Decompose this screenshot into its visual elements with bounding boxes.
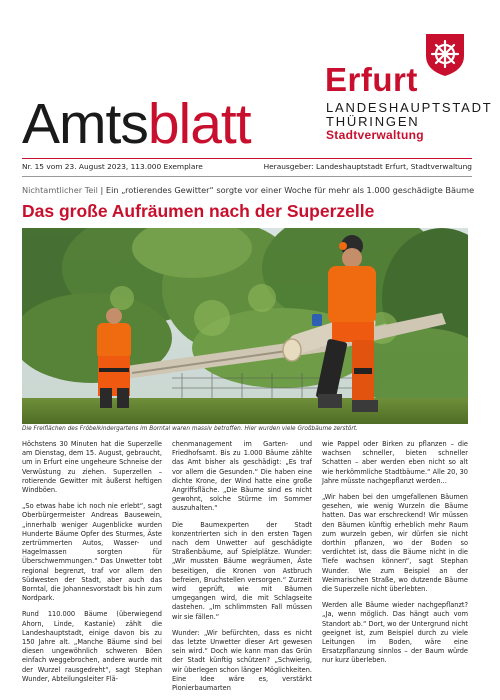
article-paragraph: Höchstens 30 Minuten hat die Superzelle am Dienstag, dem 15. August, gebraucht, um in Erfurt eine ungeheure Schneise der Verwüstung zu ziehen. Superzellen – rotierende Gewitter mit äußerst heftigen Windböen. [22, 440, 162, 495]
article-paragraph: Rund 110.000 Bäume (überwiegend Ahorn, Linde, Kastanie) zählt die Landeshauptstadt, einige davon bis zu 150 Jahre alt. „Manche Bäume sind bei diesen ungewöhnlich schweren Böen einfach weggebrochen, andere wurde mit der Wurzel rausgedreht“, sagt Stephan Wunder, Abteilungsleiter Flä- [22, 610, 162, 683]
article-section: Nichtamtlicher Teil [22, 185, 98, 195]
erfurt-logo-text: Erfurt [325, 61, 418, 98]
article-paragraph: „Wir haben bei den umgefallenen Bäumen gesehen, wie wenig Wurzeln die Bäume hatten. Das war erschreckend! Wir müssen den Bäumen künftig erheblich mehr Raum zum wurzeln geben, wir dürfen sie nicht dorthin pflanzen, wo der Boden so verdichtet ist, dass die Bäume nicht in die Tiefe wachsen können“, sagt Stephan Wunder. Wie zum Beispiel an der Weimarischen Straße, wo dutzende Bäume die Superzelle nicht überlebten. [322, 493, 468, 594]
article-paragraph: Werden alle Bäume wieder nachgepflanzt? „Ja, wenn möglich. Das hängt auch vom Standort ab.“ Dort, wo der Untergrund nicht geeignet ist, zum Beispiel durch zu viele Leitungen im Boden, wäre eine Ersatzpflanzung sinnlos – der Baum würde nur kurz überleben. [322, 601, 468, 665]
article-column-2 [172, 440, 312, 700]
photo-caption: Die Freiflächen des Fröbelkindergartens im Borntal waren massiv betroffen. Hier wurden viele Großbäume zerstört. [22, 426, 358, 432]
issue-info: Nr. 15 vom 23. August 2023, 113.000 Exemplare [22, 162, 203, 171]
city-line-2: THÜRINGEN [326, 114, 420, 129]
article-column-3 [322, 440, 468, 673]
article-photo [22, 228, 468, 424]
article-kicker-text: | Ein „rotierendes Gewitter“ sorgte vor einer Woche für mehr als 1.000 geschädigte Bäume [97, 185, 475, 195]
masthead-title-part2: blatt [147, 92, 251, 156]
info-rule [22, 176, 472, 177]
city-line-1: LANDESHAUPTSTADT [326, 100, 493, 115]
article-paragraph: chenmanagement im Garten- und Friedhofsamt. Bis zu 1.000 Bäume zählte das Amt bisher als geschädigt: „Es traf vor allem die Gesunden.“ Die haben eine dichte Krone, der Wind hatte eine große Angriffsfläche. „Die Bäume sind es nicht gewohnt, solche Stürme im Sommer auszuhalten.“ [172, 440, 312, 513]
publisher-info: Herausgeber: Landeshauptstadt Erfurt, Stadtverwaltung [263, 162, 472, 171]
article-paragraph: Wunder: „Wir befürchten, dass es nicht das letzte Unwetter dieser Art gewesen sein wird.“ Doch wie kann man das Grün der Stadt künftig schützen? „Schwierig, wir überlegen schon länger Möglichkeiten. Eine Idee wäre es, verstärkt Pionierbaumarten [172, 628, 312, 693]
masthead-title-part1: Amts [22, 92, 148, 156]
city-line-3: Stadtverwaltung [326, 128, 424, 142]
article-paragraph: wie Pappel oder Birken zu pflanzen – die wachsen schneller, bieten schneller Schatten – aber werden eben nicht so alt wie herkömmliche Stadtbäume.“ Alle 20, 30 Jahre müsste nachgepflanzt werden... [322, 440, 468, 485]
article-headline: Das große Aufräumen nach der Superzelle [22, 201, 375, 221]
city-crest-icon [424, 32, 466, 78]
article-paragraph: „So etwas habe ich noch nie erlebt“, sagt Oberbürgermeister Andreas Bausewein, „innerhalb weniger Augenblicke wurden Hunderte Bäume Opfer des Sturmes, Äste zertrümmerten Autos, Wasser- und Hagelmassen sorgten für Überschwemmungen.“ Das Unwetter tobt regional begrenzt, traf vor allem den Südwesten der Stadt, aber auch das Borntal, die Johannesvorstadt bis hin zum Nordpark. [22, 502, 162, 603]
article-column-1 [22, 440, 162, 691]
masthead-title [22, 92, 251, 156]
masthead-rule [22, 158, 472, 159]
article-kicker [22, 185, 474, 195]
article-paragraph: Die Baumexperten der Stadt konzentrierten sich in den ersten Tagen nach dem Unwetter auf geschädigte Straßenbäume, auf Spielplätze. Wunder: „Wir mussten Bäume wegräumen, Äste beseitigen, die Kronen von Astbruch befreien, Bruchstellen versorgen.“ Zurzeit wird geprüft, wie mit Bäumen umgegangen wird, die mit Schlagseite dastehen. „Im schlimmsten Fall müssen wir sie fällen.“ [172, 520, 312, 621]
